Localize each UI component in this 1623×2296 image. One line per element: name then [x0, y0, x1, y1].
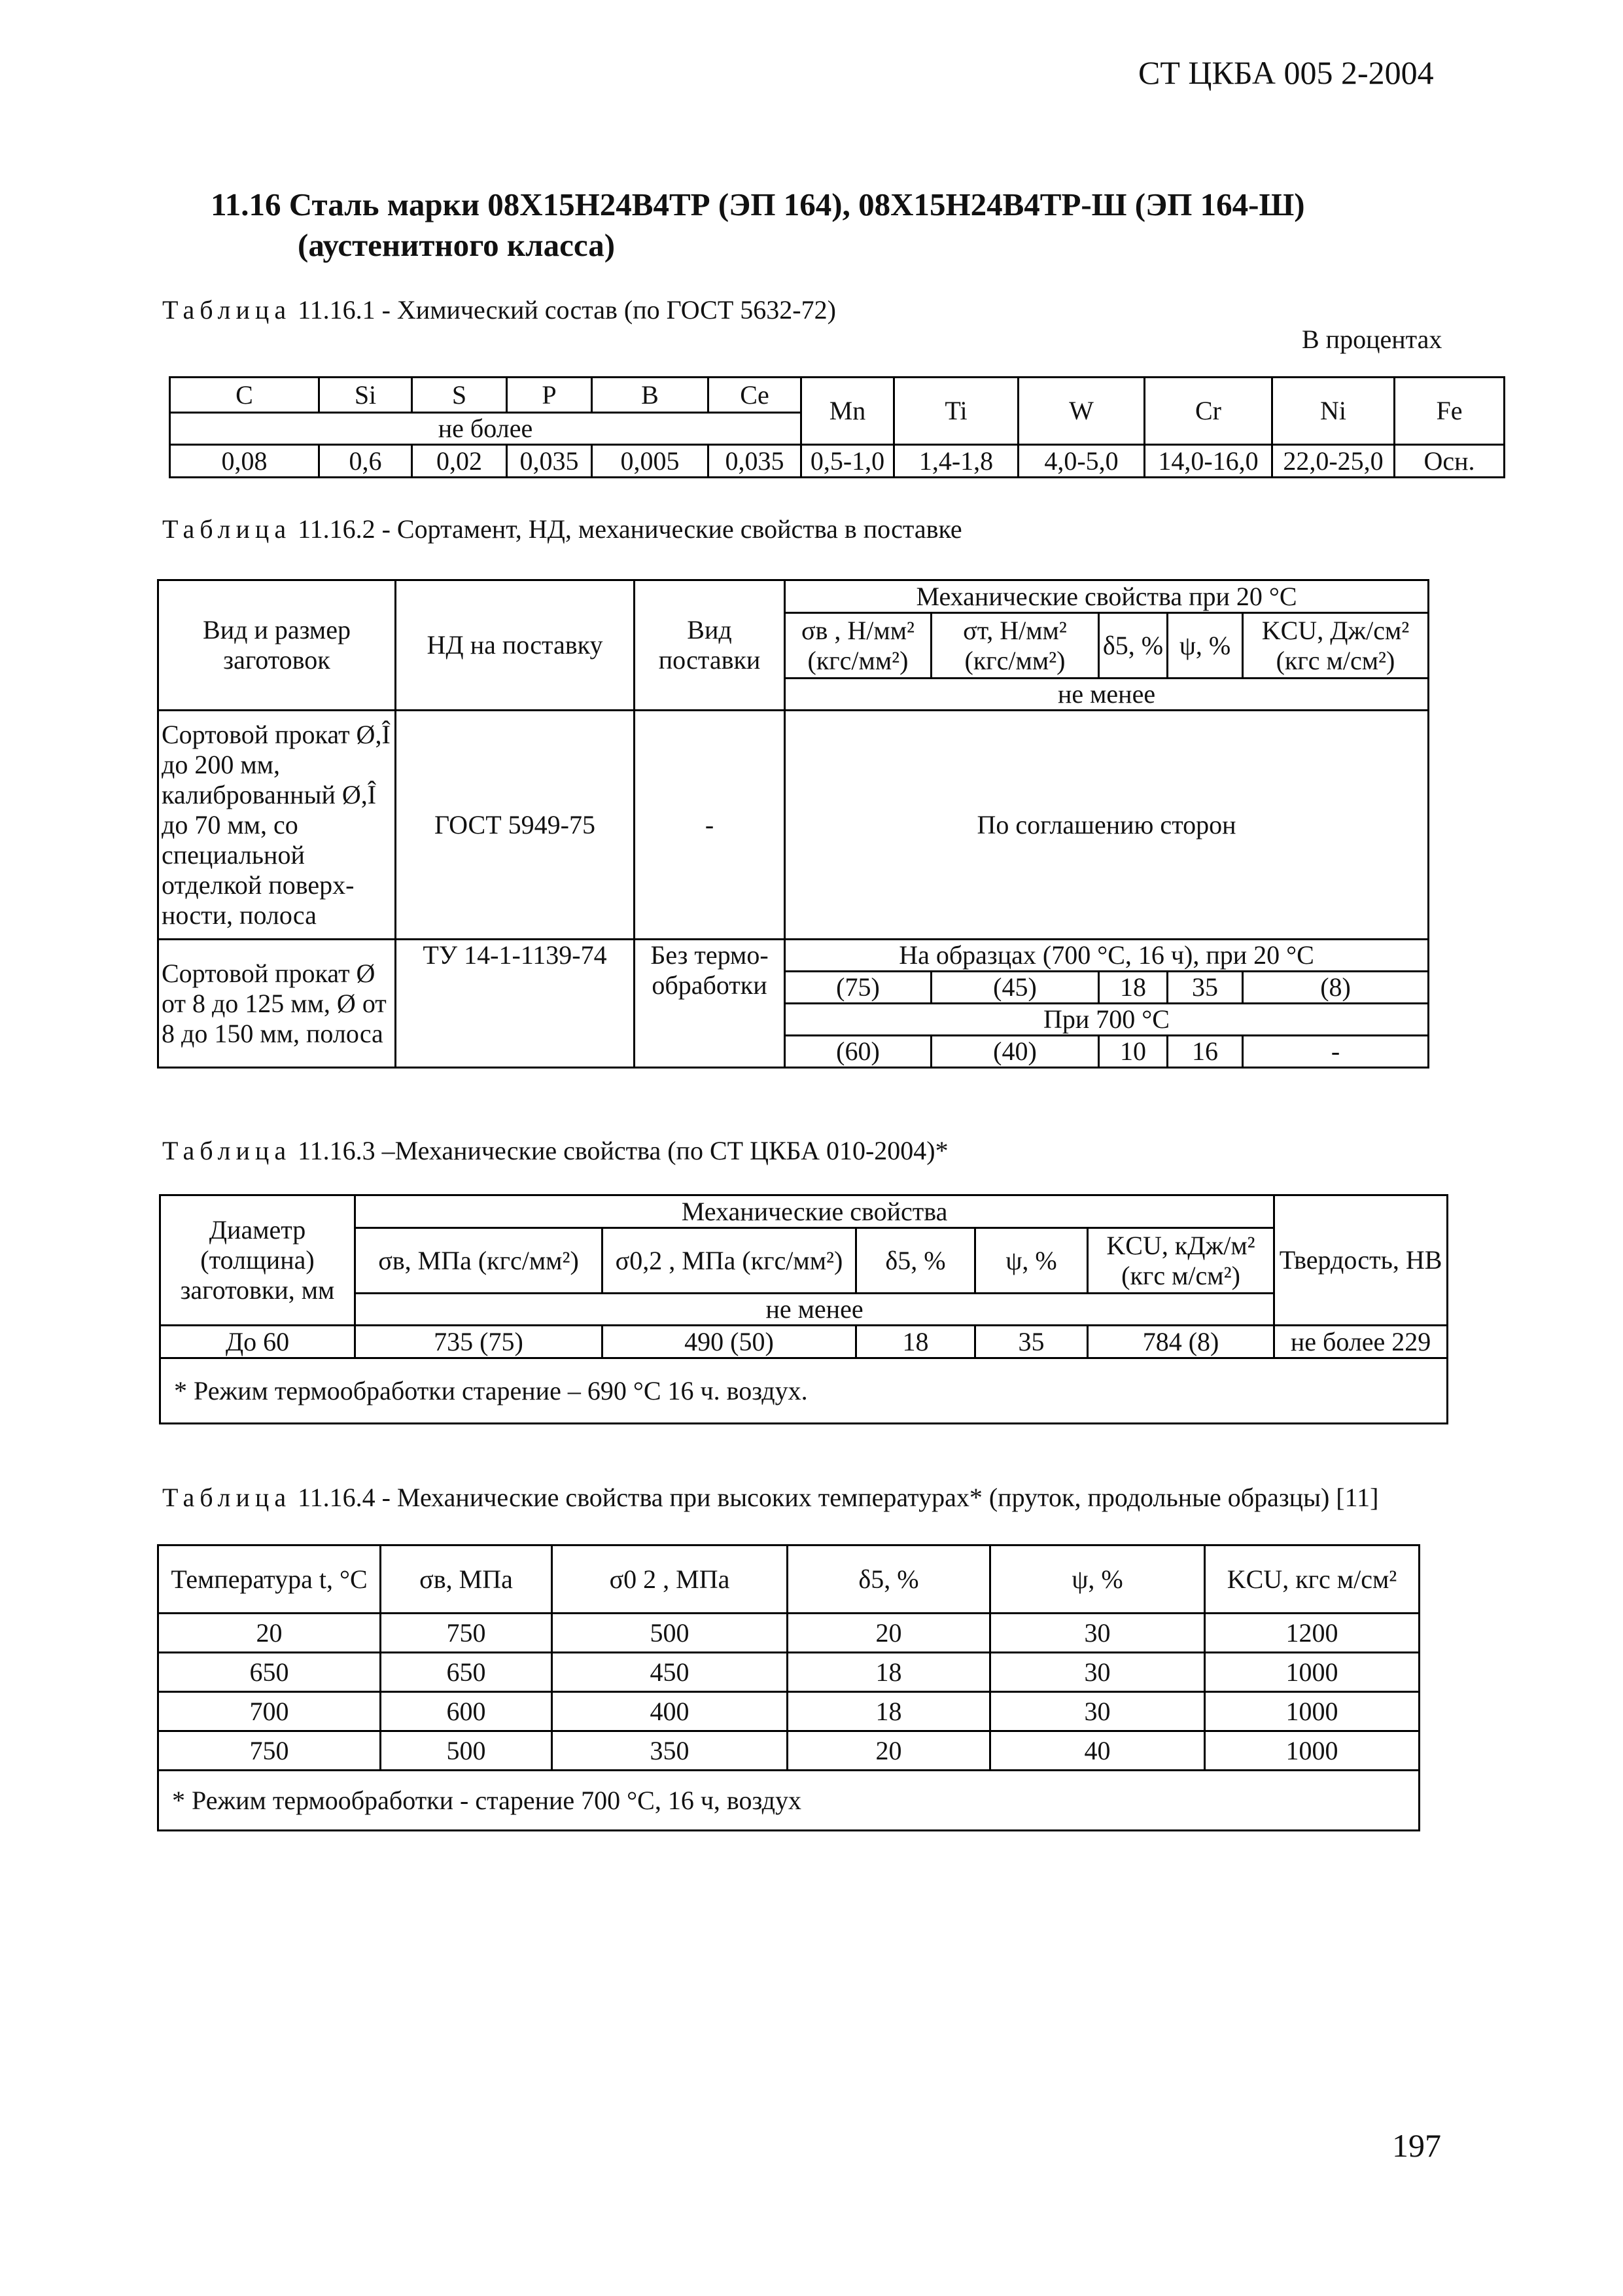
- header-supply: Вид поставки: [635, 580, 785, 711]
- row1-nd: ГОСТ 5949-75: [396, 711, 635, 940]
- table-cell: 1000: [1205, 1653, 1420, 1692]
- table-cell: 750: [158, 1731, 381, 1771]
- table-row: [158, 1731, 1420, 1771]
- col-b: B: [592, 378, 708, 413]
- table-cell: 1200: [1205, 1614, 1420, 1653]
- table-cell: 20: [158, 1614, 381, 1653]
- row1-kind: Сортовой прокат Ø,Î до 200 мм, калиброванный Ø,Î до 70 мм, со специальной отделкой поверх-ности, полоса: [158, 711, 396, 940]
- header-psi: ψ, %: [975, 1228, 1088, 1294]
- col-cr: Cr: [1145, 378, 1272, 445]
- header-sigma-02: σ0 2 , МПа: [552, 1545, 788, 1614]
- table-cell: не более 229: [1274, 1326, 1448, 1358]
- table-cell: 350: [552, 1731, 788, 1771]
- limit-label: не более: [170, 413, 801, 445]
- table-cell: 10: [1099, 1036, 1168, 1068]
- document-code: СТ ЦКБА 005 2-2004: [1138, 54, 1434, 91]
- header-mech: Механические свойства: [355, 1195, 1274, 1228]
- table4-note: * Режим термообработки - старение 700 °С, 16 ч, воздух: [158, 1771, 1420, 1831]
- table-cell: 18: [856, 1326, 975, 1358]
- col-fe: Fe: [1395, 378, 1505, 445]
- table-cell: 20: [788, 1614, 990, 1653]
- table-cell: 0,035: [708, 445, 801, 478]
- header-sigma-b: σв, МПа (кгс/мм²): [355, 1228, 602, 1294]
- table-cell: 650: [381, 1653, 552, 1692]
- row2-nd: ТУ 14-1-1139-74: [396, 940, 635, 1068]
- col-ti: Ti: [894, 378, 1019, 445]
- table-cell: 18: [788, 1692, 990, 1731]
- header-kcu: KCU, Дж/см² (кгс м/см²): [1243, 613, 1429, 679]
- header-sigma-t: σт, Н/мм² (кгс/мм²): [932, 613, 1099, 679]
- table1-caption: [162, 294, 836, 325]
- header-temperature: Температура t, °С: [158, 1545, 381, 1614]
- table-cell: 0,005: [592, 445, 708, 478]
- header-hardness: Твердость, НВ: [1274, 1195, 1448, 1326]
- header-kcu: KCU, кгс м/см²: [1205, 1545, 1420, 1614]
- table-cell: 20: [788, 1731, 990, 1771]
- table-cell: 600: [381, 1692, 552, 1731]
- table-cell: 400: [552, 1692, 788, 1731]
- table-cell: (45): [932, 972, 1099, 1004]
- header-sigma-b: σв , Н/мм² (кгс/мм²): [785, 613, 932, 679]
- header-delta5: δ5, %: [788, 1545, 990, 1614]
- table-cell: (75): [785, 972, 932, 1004]
- section-title-line1: 11.16 Сталь марки 08Х15Н24В4ТР (ЭП 164), 08Х15Н24В4ТР-Ш (ЭП 164-Ш): [211, 186, 1305, 222]
- table3-note: * Режим термообработки старение – 690 °С 16 ч. воздух.: [160, 1358, 1448, 1424]
- header-kind: Вид и размер заготовок: [158, 580, 396, 711]
- table-cell: 490 (50): [602, 1326, 856, 1358]
- table3-caption: [162, 1135, 949, 1166]
- table-cell: 0,5-1,0: [801, 445, 894, 478]
- table-cell: 0,08: [170, 445, 319, 478]
- table-mechanical-properties: [159, 1194, 1448, 1424]
- table-cell: (40): [932, 1036, 1099, 1068]
- row2-kind: Сортовой прокат Ø от 8 до 125 мм, Ø от 8 до 150 мм, полоса: [158, 940, 396, 1068]
- table1-unit: В процентах: [1302, 325, 1442, 354]
- table-cell: 650: [158, 1653, 381, 1692]
- table-high-temperature: [157, 1544, 1420, 1831]
- header-mech: Механические свойства при 20 °С: [785, 580, 1429, 613]
- col-ni: Ni: [1272, 378, 1395, 445]
- table-cell: 30: [990, 1614, 1205, 1653]
- table-cell: 35: [975, 1326, 1088, 1358]
- table-cell: 30: [990, 1653, 1205, 1692]
- table-cell: 30: [990, 1692, 1205, 1731]
- table-cell: 735 (75): [355, 1326, 602, 1358]
- page-number: 197: [1392, 2127, 1441, 2164]
- table4-caption-text: 11.16.4 - Механические свойства при высоких температурах* (пруток, продольные образцы) [11]: [298, 1483, 1379, 1512]
- table-cell: 500: [552, 1614, 788, 1653]
- limit-label: не менее: [785, 679, 1429, 711]
- col-ce: Ce: [708, 378, 801, 413]
- header-sigma-02: σ0,2 , МПа (кгс/мм²): [602, 1228, 856, 1294]
- row2-subheader-2: При 700 °С: [785, 1004, 1429, 1036]
- table-row: [158, 1614, 1420, 1653]
- col-si: Si: [319, 378, 412, 413]
- table-cell: 700: [158, 1692, 381, 1731]
- table-cell: 450: [552, 1653, 788, 1692]
- header-nd: НД на поставку: [396, 580, 635, 711]
- table-cell: 14,0-16,0: [1145, 445, 1272, 478]
- row2-supply: Без термо-обработки: [635, 940, 785, 1068]
- table-cell: 0,035: [507, 445, 592, 478]
- table-cell: 18: [788, 1653, 990, 1692]
- section-title: [211, 185, 1305, 266]
- table-row: [158, 1653, 1420, 1692]
- table-cell: 500: [381, 1731, 552, 1771]
- table4-caption: [162, 1482, 1378, 1513]
- header-diameter: Диаметр (толщина) заготовки, мм: [160, 1195, 355, 1326]
- col-mn: Mn: [801, 378, 894, 445]
- table-cell: Осн.: [1395, 445, 1505, 478]
- table-cell: -: [1243, 1036, 1429, 1068]
- table-cell: 1000: [1205, 1692, 1420, 1731]
- header-psi: ψ, %: [990, 1545, 1205, 1614]
- table-cell: До 60: [160, 1326, 355, 1358]
- row1-props: По соглашению сторон: [785, 711, 1429, 940]
- table1-caption-label: Таблица: [162, 295, 292, 325]
- table-cell: 1,4-1,8: [894, 445, 1019, 478]
- table-cell: (60): [785, 1036, 932, 1068]
- header-delta5: δ5, %: [1099, 613, 1168, 679]
- header-kcu: KCU, кДж/м² (кгс м/см²): [1088, 1228, 1274, 1294]
- table-cell: 18: [1099, 972, 1168, 1004]
- row1-supply: -: [635, 711, 785, 940]
- table-cell: 4,0-5,0: [1019, 445, 1145, 478]
- table-cell: 0,02: [412, 445, 507, 478]
- table1-caption-text: 11.16.1 - Химический состав (по ГОСТ 5632-72): [298, 295, 836, 325]
- table-cell: 1000: [1205, 1731, 1420, 1771]
- col-p: P: [507, 378, 592, 413]
- table-cell: 16: [1168, 1036, 1243, 1068]
- table-chemical-composition: [169, 376, 1505, 478]
- header-sigma-b: σв, МПа: [381, 1545, 552, 1614]
- table-cell: 0,6: [319, 445, 412, 478]
- table-row: [158, 1692, 1420, 1731]
- table-cell: 784 (8): [1088, 1326, 1274, 1358]
- table-cell: 750: [381, 1614, 552, 1653]
- limit-label: не менее: [355, 1294, 1274, 1326]
- table-cell: (8): [1243, 972, 1429, 1004]
- table3-caption-label: Таблица: [162, 1136, 292, 1165]
- table2-caption-label: Таблица: [162, 514, 292, 544]
- col-w: W: [1019, 378, 1145, 445]
- section-title-line2: (аустенитного класса): [298, 227, 616, 263]
- header-delta5: δ5, %: [856, 1228, 975, 1294]
- table3-caption-text: 11.16.3 –Механические свойства (по СТ ЦКБА 010-2004)*: [298, 1136, 949, 1165]
- header-psi: ψ, %: [1168, 613, 1243, 679]
- table2-caption-text: 11.16.2 - Сортамент, НД, механические свойства в поставке: [298, 514, 962, 544]
- row2-subheader-1: На образцах (700 °С, 16 ч), при 20 °С: [785, 940, 1429, 972]
- table-assortment: [157, 579, 1429, 1069]
- col-s: S: [412, 378, 507, 413]
- table4-caption-label: Таблица: [162, 1483, 292, 1512]
- col-c: C: [170, 378, 319, 413]
- table-cell: 40: [990, 1731, 1205, 1771]
- table-cell: 22,0-25,0: [1272, 445, 1395, 478]
- table-cell: 35: [1168, 972, 1243, 1004]
- table2-caption: [162, 514, 962, 544]
